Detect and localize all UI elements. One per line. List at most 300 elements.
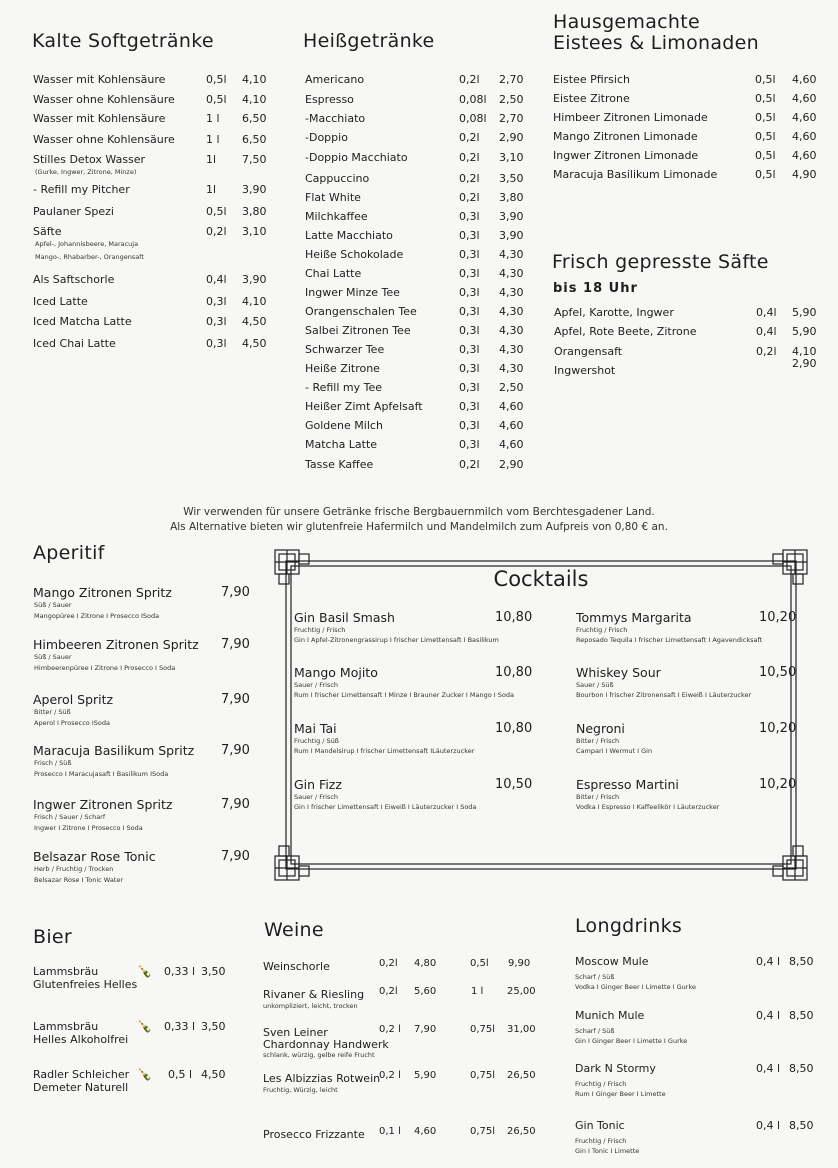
item-price: 3,90 xyxy=(242,183,267,196)
item-name: Orangensaft xyxy=(554,345,623,358)
menu-row xyxy=(305,267,535,281)
menu-row xyxy=(305,112,535,126)
cocktail-taste: Sauer / Süß xyxy=(576,681,614,689)
wine-size-2: 0,75l xyxy=(470,1024,496,1035)
aperitif-taste: Süß / Sauer xyxy=(34,601,72,609)
menu-row xyxy=(305,131,535,145)
item-size: 0,5l xyxy=(755,111,776,124)
item-size: 0,3l xyxy=(459,267,480,280)
item-size: 0,5l xyxy=(206,93,227,106)
item-price: 3,80 xyxy=(499,191,524,204)
longdrink-price: 8,50 xyxy=(789,1062,814,1075)
beer-size: 0,33 l xyxy=(164,1020,196,1033)
menu-row xyxy=(305,419,535,433)
cocktail-ingredients: Gin I frischer Limettensaft I Eiweiß I Läuterzucker I Soda xyxy=(294,803,477,811)
menu-row xyxy=(305,93,535,107)
menu-row xyxy=(305,362,535,376)
item-size: 0,5l xyxy=(755,168,776,181)
wine-size-2: 0,5l xyxy=(470,958,489,969)
menu-row xyxy=(33,73,273,87)
item-size: 0,5l xyxy=(206,205,227,218)
cocktails-frame xyxy=(274,549,808,881)
item-size: 0,3l xyxy=(459,324,480,337)
item-name: Apfel, Karotte, Ingwer xyxy=(554,306,674,319)
cocktail-ingredients: Reposado Tequila I frischer Limettensaft I Agavendicksaft xyxy=(576,636,763,644)
item-price: 2,70 xyxy=(499,73,524,86)
menu-row xyxy=(553,130,823,144)
item-price: 4,60 xyxy=(499,419,524,432)
cocktail-taste: Bitter / Frisch xyxy=(576,737,620,745)
item-name: Wasser mit Kohlensäure xyxy=(33,112,166,125)
cocktail-ingredients: Bourbon I frischer Zitronensaft I Eiweiß I Läuterzucker xyxy=(576,691,752,699)
longdrink-taste: Fruchtig / Frisch xyxy=(575,1080,627,1088)
menu-row xyxy=(33,153,273,167)
wine-price-1: 5,90 xyxy=(414,1070,437,1081)
item-name: Stilles Detox Wasser xyxy=(33,153,146,166)
wine-size-1: 0,2l xyxy=(379,986,398,997)
menu-row xyxy=(553,92,823,106)
beer-price: 4,50 xyxy=(201,1068,226,1081)
beer-name-2: Glutenfreies Helles xyxy=(33,978,138,991)
menu-row xyxy=(33,337,273,351)
wine-price-1: 5,60 xyxy=(414,986,437,997)
item-name: Paulaner Spezi xyxy=(33,205,114,218)
wine-size-1: 0,2 l xyxy=(379,1024,401,1035)
item-name: -Macchiato xyxy=(305,112,366,125)
item-size: 0,5l xyxy=(755,73,776,86)
item-size: 0,5l xyxy=(755,149,776,162)
cocktail-name: Tommys Margarita xyxy=(576,610,692,625)
menu-row xyxy=(305,210,535,224)
longdrink-size: 0,4 l xyxy=(756,955,781,968)
menu-row xyxy=(305,191,535,205)
aperitif-ingredients: Belsazar Rose I Tonic Water xyxy=(34,876,124,884)
beer-name-1: Radler Schleicher xyxy=(33,1068,130,1081)
wine-price-1: 7,90 xyxy=(414,1024,437,1035)
item-size: 0,2l xyxy=(459,73,480,86)
wine-name: Rivaner & Riesling xyxy=(263,988,365,1001)
item-size: 0,2l xyxy=(459,191,480,204)
cocktail-price: 10,20 xyxy=(759,721,797,736)
aperitif-name: Aperol Spritz xyxy=(33,692,114,707)
item-size: 0,2l xyxy=(459,458,480,471)
item-size: 0,2l xyxy=(206,225,227,238)
menu-row xyxy=(554,306,824,320)
item-size: 0,5l xyxy=(206,73,227,86)
item-price: 4,10 xyxy=(242,295,267,308)
longdrink-name: Moscow Mule xyxy=(575,955,649,968)
longdrink-name: Dark N Stormy xyxy=(575,1062,656,1075)
aperitif-price: 7,90 xyxy=(221,637,250,652)
item-name: Orangenschalen Tee xyxy=(305,305,417,318)
item-price: 4,90 xyxy=(792,168,817,181)
longdrink-price: 8,50 xyxy=(789,1119,814,1132)
item-price: 4,60 xyxy=(499,400,524,413)
cocktail-ingredients: Vodka I Espresso I Kaffeelikör I Läuterzucker xyxy=(576,803,720,811)
item-name: Apfel, Rote Beete, Zitrone xyxy=(554,325,697,338)
aperitif-taste: Herb / Fruchtig / Trocken xyxy=(34,865,114,873)
cocktail-price: 10,20 xyxy=(759,610,797,625)
item-name: Wasser ohne Kohlensäure xyxy=(33,93,175,106)
item-name: Ingwer Zitronen Limonade xyxy=(553,149,699,162)
item-price: 3,10 xyxy=(242,225,267,238)
item-size: 0,3l xyxy=(206,295,227,308)
wine-note: Fruchtig, Würzig, leicht xyxy=(263,1086,338,1094)
item-size: 0,2l xyxy=(756,345,777,358)
beer-price: 3,50 xyxy=(201,1020,226,1033)
wine-price-2: 26,50 xyxy=(507,1070,536,1081)
item-size: 0,3l xyxy=(459,381,480,394)
beer-bottle-icon: 🍾 xyxy=(137,1067,152,1081)
beer-name-1: Lammsbräu xyxy=(33,965,99,978)
longdrink-taste: Fruchtig / Frisch xyxy=(575,1137,627,1145)
item-name: Latte Macchiato xyxy=(305,229,393,242)
cocktail-ingredients: Campari I Wermut I Gin xyxy=(576,747,653,755)
item-name: Himbeer Zitronen Limonade xyxy=(553,111,708,124)
item-size: 0,3l xyxy=(459,400,480,413)
menu-row xyxy=(33,133,273,147)
longdrink-price: 8,50 xyxy=(789,1009,814,1022)
menu-row xyxy=(305,172,535,186)
menu-row xyxy=(305,286,535,300)
section-title-aperitif: Aperitif xyxy=(33,542,105,564)
longdrink-ingredients: Rum I Ginger Beer I Limette xyxy=(575,1090,666,1098)
item-name: Espresso xyxy=(305,93,354,106)
item-name: Ingwer Minze Tee xyxy=(305,286,400,299)
item-price: 4,60 xyxy=(499,438,524,451)
aperitif-taste: Frisch / Süß xyxy=(34,759,72,767)
cocktail-name: Mango Mojito xyxy=(294,665,378,680)
item-name: Wasser mit Kohlensäure xyxy=(33,73,166,86)
item-price: 4,10 xyxy=(242,93,267,106)
wine-size-2: 0,75l xyxy=(470,1126,496,1137)
longdrink-size: 0,4 l xyxy=(756,1009,781,1022)
longdrink-ingredients: Vodka I Ginger Beer I Limette I Gurke xyxy=(575,983,696,991)
longdrink-taste: Scharf / Süß xyxy=(575,973,615,981)
item-name: - Refill my Tee xyxy=(305,381,383,394)
info-line-2: Als Alternative bieten wir glutenfreie Hafermilch und Mandelmilch zum Aufpreis von 0,80 € an. xyxy=(170,521,668,533)
aperitif-ingredients: Mangopüree I Zitrone I Prosecco ISoda xyxy=(34,612,160,620)
aperitif-price: 7,90 xyxy=(221,692,250,707)
aperitif-ingredients: Prosecco I Maracujasaft I Basilikum ISoda xyxy=(34,770,169,778)
menu-row xyxy=(553,111,823,125)
item-price: 2,90 xyxy=(499,131,524,144)
aperitif-name: Belsazar Rose Tonic xyxy=(33,849,156,864)
menu-row xyxy=(305,324,535,338)
aperitif-ingredients: Aperol I Prosecco ISoda xyxy=(34,719,110,727)
item-price: 4,60 xyxy=(792,92,817,105)
item-name: Schwarzer Tee xyxy=(305,343,385,356)
section-title-heiss: Heißgetränke xyxy=(303,30,435,52)
item-name: - Refill my Pitcher xyxy=(33,183,130,196)
wine-price-2: 26,50 xyxy=(507,1126,536,1137)
beer-size: 0,5 l xyxy=(168,1068,193,1081)
menu-row xyxy=(305,381,535,395)
menu-row xyxy=(33,112,273,126)
wine-note: unkompliziert, leicht, trocken xyxy=(263,1002,358,1010)
item-name: Maracuja Basilikum Limonade xyxy=(553,168,718,181)
item-price: 2,50 xyxy=(499,93,524,106)
item-name: Chai Latte xyxy=(305,267,362,280)
item-size: 0,3l xyxy=(459,362,480,375)
item-price: 4,60 xyxy=(792,73,817,86)
aperitif-taste: Bitter / Süß xyxy=(34,708,71,716)
item-price: 4,30 xyxy=(499,248,524,261)
item-size: 0,3l xyxy=(459,419,480,432)
longdrink-name: Gin Tonic xyxy=(575,1119,625,1132)
item-price: 6,50 xyxy=(242,112,267,125)
wine-size-1: 0,1 l xyxy=(379,1126,401,1137)
wine-note: schlank, würzig, gelbe reife Frucht xyxy=(263,1051,375,1059)
menu-row xyxy=(33,315,273,329)
item-price: 6,50 xyxy=(242,133,267,146)
wine-size-1: 0,2 l xyxy=(379,1070,401,1081)
section-title-cocktails: Cocktails xyxy=(493,567,589,591)
aperitif-taste: Süß / Sauer xyxy=(34,653,72,661)
item-name: Milchkaffee xyxy=(305,210,368,223)
menu-row xyxy=(33,295,273,309)
item-size: 1 l xyxy=(206,133,220,146)
item-size: 0,3l xyxy=(459,248,480,261)
item-name: Iced Chai Latte xyxy=(33,337,116,350)
menu-row xyxy=(553,168,823,182)
menu-row xyxy=(305,343,535,357)
item-price: 4,30 xyxy=(499,362,524,375)
menu-row xyxy=(305,458,535,472)
item-price: 4,30 xyxy=(499,286,524,299)
item-price: 4,50 xyxy=(242,315,267,328)
menu-row xyxy=(305,400,535,414)
beer-name-2: Demeter Naturell xyxy=(33,1081,129,1094)
beer-size: 0,33 l xyxy=(164,965,196,978)
section-title-kalte: Kalte Softgetränke xyxy=(32,30,214,52)
menu-row xyxy=(305,73,535,87)
item-price: 2,90 xyxy=(499,458,524,471)
wine-name: Les Albizzias Rotwein xyxy=(263,1072,381,1085)
item-price: 4,60 xyxy=(792,149,817,162)
item-price: 2,50 xyxy=(499,381,524,394)
wine-name: Prosecco Frizzante xyxy=(263,1128,365,1141)
item-size: 0,2l xyxy=(459,172,480,185)
aperitif-taste: Frisch / Sauer / Scharf xyxy=(34,813,106,821)
aperitif-ingredients: Ingwer I Zitrone I Prosecco I Soda xyxy=(34,824,143,832)
item-name: Mango Zitronen Limonade xyxy=(553,130,698,143)
menu-row xyxy=(305,305,535,319)
cocktail-taste: Fruchtig / Frisch xyxy=(576,626,628,634)
menu-row xyxy=(305,248,535,262)
item-name: Americano xyxy=(305,73,365,86)
item-size: 0,08l xyxy=(459,93,487,106)
cocktail-name: Mai Tai xyxy=(294,721,337,736)
wine-name-2: Chardonnay Handwerk xyxy=(263,1038,389,1051)
beer-name-2: Helles Alkoholfrei xyxy=(33,1033,129,1046)
aperitif-price: 7,90 xyxy=(221,849,250,864)
item-size: 0,3l xyxy=(206,337,227,350)
item-name: Goldene Milch xyxy=(305,419,383,432)
item-note: (Gurke, Ingwer, Zitrone, Minze) xyxy=(35,168,137,176)
cocktail-name: Espresso Martini xyxy=(576,777,679,792)
aperitif-ingredients: Himbeerenpüree I Zitrone I Prosecco I Soda xyxy=(34,664,176,672)
wine-name: Weinschorle xyxy=(263,960,330,973)
item-name: Matcha Latte xyxy=(305,438,378,451)
item-price: 5,90 xyxy=(792,306,817,319)
menu-row xyxy=(33,183,273,197)
cocktail-taste: Fruchtig / Süß xyxy=(294,737,339,745)
longdrink-ingredients: Gin I Tonic I Limette xyxy=(575,1147,640,1155)
item-price: 5,90 xyxy=(792,325,817,338)
item-size: 0,5l xyxy=(755,130,776,143)
wine-name: Sven Leiner xyxy=(263,1026,328,1039)
beer-name-1: Lammsbräu xyxy=(33,1020,99,1033)
longdrink-size: 0,4 l xyxy=(756,1062,781,1075)
wine-size-1: 0,2l xyxy=(379,958,398,969)
wine-price-1: 4,80 xyxy=(414,958,437,969)
cocktail-taste: Fruchtig / Frisch xyxy=(294,626,346,634)
wine-price-2: 9,90 xyxy=(508,958,531,969)
beer-price: 3,50 xyxy=(201,965,226,978)
beer-bottle-icon: 🍾 xyxy=(137,964,152,978)
item-note: Mango-, Rhabarber-, Orangensaft xyxy=(35,253,144,261)
menu-row xyxy=(305,438,535,452)
aperitif-name: Himbeeren Zitronen Spritz xyxy=(33,637,199,652)
item-size: 0,3l xyxy=(459,438,480,451)
cocktail-name: Gin Basil Smash xyxy=(294,610,395,625)
item-name: Säfte xyxy=(33,225,62,238)
item-note: Apfel-, Johannisbeere, Maracuja xyxy=(35,240,139,248)
cocktail-price: 10,50 xyxy=(495,777,533,792)
item-price: 3,50 xyxy=(499,172,524,185)
item-size: 0,3l xyxy=(459,305,480,318)
cocktail-taste: Sauer / Frisch xyxy=(294,681,339,689)
menu-row xyxy=(33,225,273,239)
item-size: 1l xyxy=(206,153,217,166)
cocktail-price: 10,80 xyxy=(495,721,533,736)
item-price: 2,70 xyxy=(499,112,524,125)
menu-row xyxy=(33,273,273,287)
menu-row xyxy=(554,357,824,378)
item-size: 0,2l xyxy=(459,131,480,144)
menu-row xyxy=(305,229,535,243)
item-price: 4,30 xyxy=(499,324,524,337)
menu-row xyxy=(305,151,535,165)
cocktail-taste: Bitter / Frisch xyxy=(576,793,620,801)
item-price: 3,80 xyxy=(242,205,267,218)
longdrink-ingredients: Gin I Ginger Beer I Limette I Gurke xyxy=(575,1037,688,1045)
section-title-saefte: Frisch gepresste Säfte xyxy=(552,251,769,273)
menu-row xyxy=(554,345,824,359)
cocktail-ingredients: Rum I Mandelsirup I frischer Limettensaft ILäuterzucker xyxy=(294,747,475,755)
cocktail-price: 10,20 xyxy=(759,777,797,792)
item-size: 0,3l xyxy=(459,286,480,299)
menu-row xyxy=(33,205,273,219)
saefte-subtitle: bis 18 Uhr xyxy=(553,281,638,296)
aperitif-price: 7,90 xyxy=(221,743,250,758)
item-size: 0,4l xyxy=(756,306,777,319)
item-price: 2,90 xyxy=(792,357,817,370)
item-price: 3,90 xyxy=(242,273,267,286)
item-name: Iced Latte xyxy=(33,295,88,308)
item-name: Heiße Zitrone xyxy=(305,362,380,375)
item-name: -Doppio Macchiato xyxy=(305,151,408,164)
section-title-eistee-2: Eistees & Limonaden xyxy=(553,32,759,54)
menu-row xyxy=(33,93,273,107)
menu-row xyxy=(553,149,823,163)
item-price: 4,30 xyxy=(499,343,524,356)
item-size: 0,3l xyxy=(206,315,227,328)
item-size: 0,3l xyxy=(459,229,480,242)
aperitif-price: 7,90 xyxy=(221,585,250,600)
item-name: Iced Matcha Latte xyxy=(33,315,132,328)
cocktail-name: Whiskey Sour xyxy=(576,665,661,680)
section-title-weine: Weine xyxy=(264,919,324,941)
cocktail-taste: Sauer / Frisch xyxy=(294,793,339,801)
item-name: Wasser ohne Kohlensäure xyxy=(33,133,175,146)
item-name: -Doppio xyxy=(305,131,348,144)
item-price: 3,90 xyxy=(499,229,524,242)
longdrink-price: 8,50 xyxy=(789,955,814,968)
section-title-eistee-1: Hausgemachte xyxy=(553,11,700,33)
wine-price-1: 4,60 xyxy=(414,1126,437,1137)
longdrink-taste: Scharf / Süß xyxy=(575,1027,615,1035)
section-title-longdrinks: Longdrinks xyxy=(575,915,683,937)
info-line-1: Wir verwenden für unsere Getränke frische Bergbauernmilch vom Berchtesgadener Land. xyxy=(183,506,655,518)
item-price: 4,10 xyxy=(792,345,817,358)
item-price: 4,10 xyxy=(242,73,267,86)
menu-row xyxy=(554,325,824,339)
aperitif-name: Ingwer Zitronen Spritz xyxy=(33,797,173,812)
menu-row xyxy=(553,73,823,87)
item-size: 0,4l xyxy=(206,273,227,286)
cocktail-name: Negroni xyxy=(576,721,625,736)
aperitif-name: Mango Zitronen Spritz xyxy=(33,585,172,600)
item-name: Tasse Kaffee xyxy=(305,458,374,471)
item-price: 3,90 xyxy=(499,210,524,223)
item-name: Eistee Zitrone xyxy=(553,92,630,105)
item-size: 1l xyxy=(206,183,217,196)
item-size: 1 l xyxy=(206,112,220,125)
item-name: Salbei Zitronen Tee xyxy=(305,324,411,337)
cocktail-price: 10,80 xyxy=(495,665,533,680)
wine-size-2: 0,75l xyxy=(470,1070,496,1081)
item-price: 4,30 xyxy=(499,267,524,280)
cocktail-price: 10,80 xyxy=(495,610,533,625)
item-name: Heiße Schokolade xyxy=(305,248,404,261)
item-price: 4,60 xyxy=(792,111,817,124)
item-size: 0,08l xyxy=(459,112,487,125)
item-size: 0,4l xyxy=(756,325,777,338)
item-name: Heißer Zimt Apfelsaft xyxy=(305,400,423,413)
wine-price-2: 25,00 xyxy=(507,986,536,997)
item-price: 4,60 xyxy=(792,130,817,143)
cocktail-ingredients: Gin I Apfel-Zitronengrassirup I frischer Limettensaft I Basilikum xyxy=(294,636,499,644)
longdrink-size: 0,4 l xyxy=(756,1119,781,1132)
item-size: 0,5l xyxy=(755,92,776,105)
cocktail-name: Gin Fizz xyxy=(294,777,342,792)
longdrink-name: Munich Mule xyxy=(575,1009,645,1022)
item-price: 4,50 xyxy=(242,337,267,350)
item-price: 7,50 xyxy=(242,153,267,166)
item-size: 0,3l xyxy=(459,343,480,356)
beer-bottle-icon: 🍾 xyxy=(137,1019,152,1033)
item-size: 0,3l xyxy=(459,210,480,223)
section-title-bier: Bier xyxy=(33,926,73,948)
item-name: Eistee Pfirsich xyxy=(553,73,630,86)
item-name: Ingwershot xyxy=(554,364,616,377)
aperitif-price: 7,90 xyxy=(221,797,250,812)
item-price: 3,10 xyxy=(499,151,524,164)
wine-price-2: 31,00 xyxy=(507,1024,536,1035)
item-name: Cappuccino xyxy=(305,172,370,185)
